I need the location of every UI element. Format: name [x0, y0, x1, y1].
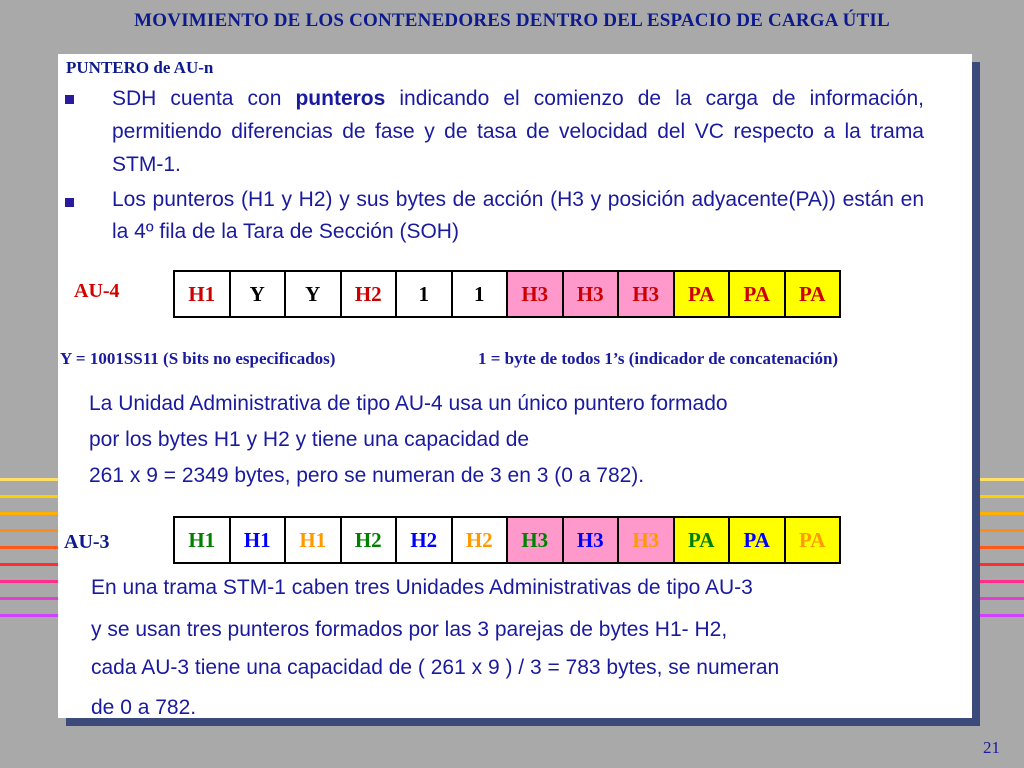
decorative-line — [0, 597, 58, 600]
au3-byte-cell: H2 — [397, 516, 453, 564]
decorative-line — [978, 512, 1024, 515]
au4-byte-cell: 1 — [397, 270, 453, 318]
au4-byte-row — [173, 270, 841, 318]
decorative-line — [0, 546, 58, 549]
bullet-1-bold: punteros — [295, 87, 386, 110]
note-y-definition: Y = 1001SS11 (S bits no especificados) — [60, 349, 336, 368]
au4-byte-cell: PA — [730, 270, 786, 318]
au3-byte-cell: PA — [675, 516, 731, 564]
slide-subtitle: PUNTERO de AU-n — [66, 58, 214, 77]
decorative-line — [0, 495, 58, 498]
bullet-2-text: Los punteros (H1 y H2) y sus bytes de acción (H3 y posición adyacente(PA)) están en la 4º fila de la Tara de Sección (SOH) — [112, 188, 924, 243]
au4-byte-cell: H2 — [342, 270, 398, 318]
bullet-1-before: SDH cuenta con — [112, 87, 296, 110]
au4-byte-cell: H3 — [564, 270, 620, 318]
au4-byte-cell: Y — [231, 270, 287, 318]
note-one-definition: 1 = byte de todos 1’s (indicador de concatenación) — [478, 349, 839, 368]
au4-text-line: 261 x 9 = 2349 bytes, pero se numeran de 3 en 3 (0 a 782). — [89, 464, 645, 487]
au3-byte-cell: H1 — [175, 516, 231, 564]
au3-byte-cell: H2 — [342, 516, 398, 564]
au3-label: AU-3 — [64, 531, 110, 553]
bullet-1-after: indicando el comienzo de la carga de información, permitiendo diferencias de fase y de tasa de velocidad del VC respecto a la trama STM-1. — [112, 87, 924, 176]
au4-byte-cell: Y — [286, 270, 342, 318]
decorative-line — [0, 580, 58, 583]
decorative-lines-right — [978, 478, 1024, 631]
decorative-line — [0, 614, 58, 617]
au3-text-line: de 0 a 782. — [91, 696, 197, 719]
au3-text-line: En una trama STM-1 caben tres Unidades Administrativas de tipo AU-3 — [91, 576, 753, 599]
au3-text-line: y se usan tres punteros formados por las 3 parejas de bytes H1- H2, — [91, 618, 728, 641]
decorative-lines-left — [0, 478, 58, 631]
au4-label: AU-4 — [74, 280, 120, 302]
au3-text-line: cada AU-3 tiene una capacidad de ( 261 x 9 ) / 3 = 783 bytes, se numeran — [91, 656, 780, 679]
bullet-square-icon — [65, 95, 74, 104]
au3-byte-cell: H3 — [564, 516, 620, 564]
decorative-line — [978, 563, 1024, 566]
au4-byte-cell: PA — [675, 270, 731, 318]
au3-byte-cell: H1 — [231, 516, 287, 564]
au3-byte-cell: H1 — [286, 516, 342, 564]
decorative-line — [978, 529, 1024, 532]
au4-byte-cell: H1 — [175, 270, 231, 318]
bullet-square-icon — [65, 198, 74, 207]
slide-title: MOVIMIENTO DE LOS CONTENEDORES DENTRO DEL ESPACIO DE CARGA ÚTIL — [134, 10, 890, 31]
au3-byte-row — [173, 516, 841, 564]
decorative-line — [978, 495, 1024, 498]
bullet-1-text — [112, 82, 924, 181]
au4-byte-cell: 1 — [453, 270, 509, 318]
decorative-line — [978, 478, 1024, 481]
decorative-line — [0, 512, 58, 515]
au4-byte-cell: H3 — [619, 270, 675, 318]
decorative-line — [0, 563, 58, 566]
au4-text-line: por los bytes H1 y H2 y tiene una capacidad de — [89, 428, 530, 451]
page-number: 21 — [983, 738, 1000, 757]
decorative-line — [0, 478, 58, 481]
au3-byte-cell: H3 — [508, 516, 564, 564]
au3-byte-cell: PA — [786, 516, 842, 564]
au3-byte-cell: H3 — [619, 516, 675, 564]
decorative-line — [978, 546, 1024, 549]
au4-text-line: La Unidad Administrativa de tipo AU-4 usa un único puntero formado — [89, 392, 728, 415]
decorative-line — [978, 614, 1024, 617]
decorative-line — [0, 529, 58, 532]
au4-byte-cell: H3 — [508, 270, 564, 318]
au3-byte-cell: H2 — [453, 516, 509, 564]
au4-byte-cell: PA — [786, 270, 842, 318]
au3-byte-cell: PA — [730, 516, 786, 564]
decorative-line — [978, 597, 1024, 600]
decorative-line — [978, 580, 1024, 583]
